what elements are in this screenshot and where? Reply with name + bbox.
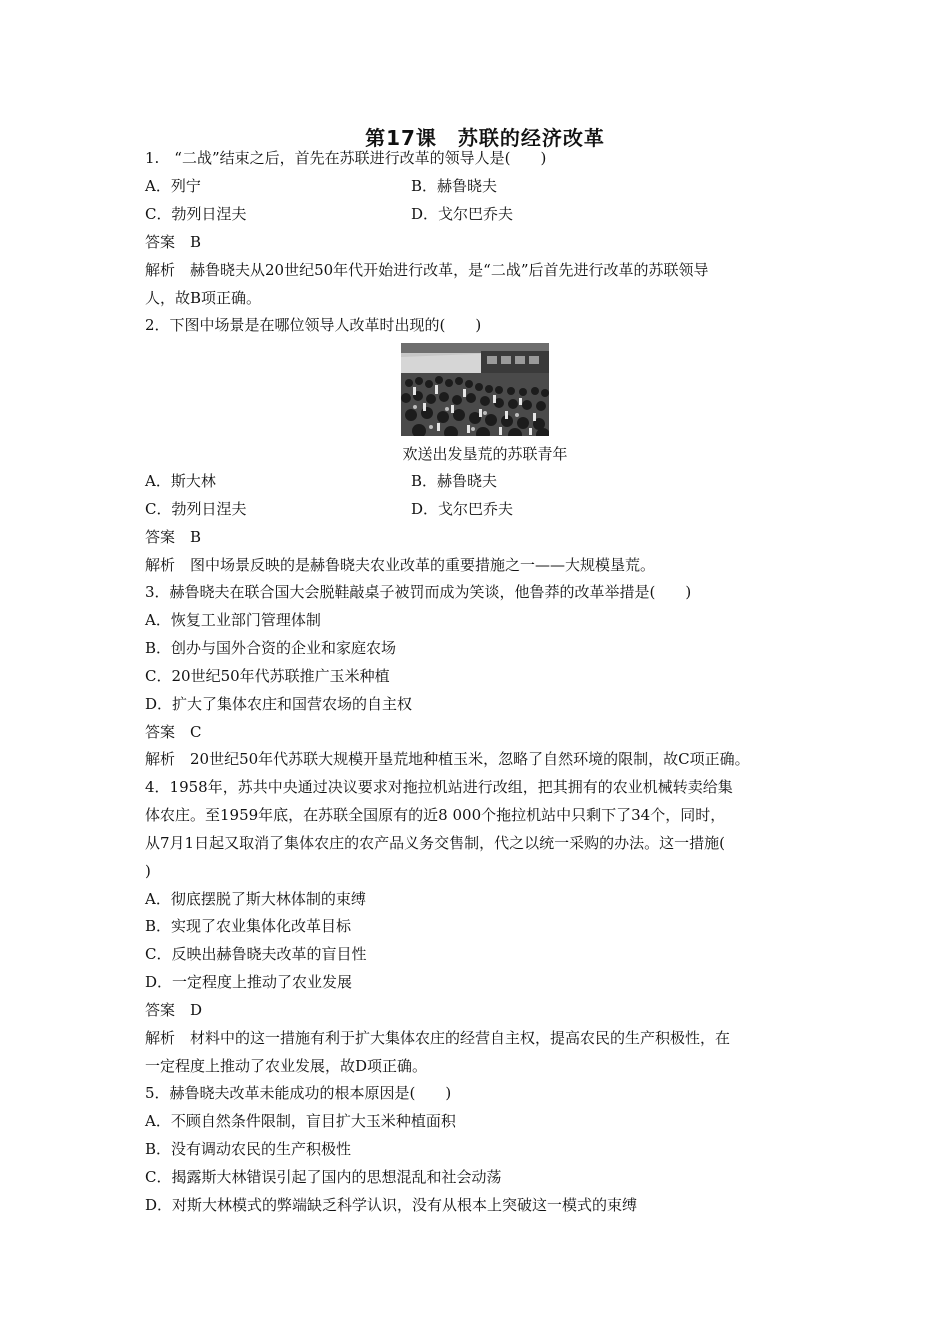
question-2-answer: 答案 B — [145, 528, 202, 546]
question-2-options-row-2 — [145, 499, 514, 519]
question-1-answer: 答案 B — [145, 233, 202, 251]
question-4-stem-line-4: ) — [145, 862, 151, 880]
question-1-option-a: A．列宁 — [145, 177, 201, 195]
question-4-stem-line-2: 体农庄。至1959年底，在苏联全国原有的近8 000个拖拉机站中只剩下了34个，同时， — [145, 806, 726, 824]
question-4-option-d: D．一定程度上推动了农业发展 — [145, 973, 353, 991]
question-1-analysis-line-1: 解析 赫鲁晓夫从20世纪50年代开始进行改革，是“二战”后首先进行改革的苏联领导 — [145, 261, 709, 279]
question-2-option-c: C．勃列日涅夫 — [145, 500, 247, 518]
question-1-analysis-line-2: 人，故B项正确。 — [145, 289, 262, 307]
crowd-photo — [401, 343, 549, 436]
question-3-option-c: C．20世纪50年代苏联推广玉米种植 — [145, 667, 390, 685]
question-4-answer: 答案 D — [145, 1001, 203, 1019]
page-title: 第17课 苏联的经济改革 — [365, 126, 605, 150]
question-4-option-b: B．实现了农业集体化改革目标 — [145, 917, 352, 935]
question-2-option-d: D．戈尔巴乔夫 — [411, 500, 514, 518]
question-4-option-c: C．反映出赫鲁晓夫改革的盲目性 — [145, 945, 367, 963]
photo-caption: 欢送出发垦荒的苏联青年 — [402, 445, 568, 463]
question-4-stem-line-1: 4．1958年，苏共中央通过决议要求对拖拉机站进行改组，把其拥有的农业机械转卖给集 — [145, 778, 733, 796]
question-2-option-b: B．赫鲁晓夫 — [411, 472, 498, 490]
question-3-option-b: B．创办与国外合资的企业和家庭农场 — [145, 639, 397, 657]
question-5-option-c: C．揭露斯大林错误引起了国内的思想混乱和社会动荡 — [145, 1168, 502, 1186]
question-3-option-a: A．恢复工业部门管理体制 — [145, 611, 321, 629]
question-5-option-a: A．不顾自然条件限制，盲目扩大玉米种植面积 — [145, 1112, 456, 1130]
question-1-option-c: C．勃列日涅夫 — [145, 205, 247, 223]
question-5-option-b: B．没有调动农民的生产积极性 — [145, 1140, 352, 1158]
question-4-stem-line-3: 从7月1日起又取消了集体农庄的农产品义务交售制，代之以统一采购的办法。这一措施( — [145, 834, 725, 852]
question-2-stem: 2．下图中场景是在哪位领导人改革时出现的( ) — [145, 316, 482, 334]
question-4-analysis-line-2: 一定程度上推动了农业发展，故D项正确。 — [145, 1057, 428, 1075]
question-1-options-row-2 — [145, 204, 514, 224]
question-3-analysis: 解析 20世纪50年代苏联大规模开垦荒地种植玉米，忽略了自然环境的限制，故C项正确。 — [145, 750, 750, 768]
question-4-analysis-line-1: 解析 材料中的这一措施有利于扩大集体农庄的经营自主权，提高农民的生产积极性，在 — [145, 1029, 731, 1047]
question-2-option-a: A．斯大林 — [145, 472, 216, 490]
question-1-option-d: D．戈尔巴乔夫 — [411, 205, 514, 223]
question-3-answer: 答案 C — [145, 723, 202, 741]
crowd-photo-illustration — [401, 343, 549, 436]
question-4-option-a: A．彻底摆脱了斯大林体制的束缚 — [145, 890, 366, 908]
question-5-stem: 5．赫鲁晓夫改革未能成功的根本原因是( ) — [145, 1084, 452, 1102]
question-3-option-d: D．扩大了集体农庄和国营农场的自主权 — [145, 695, 413, 713]
question-1-option-b: B．赫鲁晓夫 — [411, 177, 498, 195]
question-3-stem: 3．赫鲁晓夫在联合国大会脱鞋敲桌子被罚而成为笑谈，他鲁莽的改革举措是( ) — [145, 583, 692, 601]
question-1-stem: 1. “二战”结束之后，首先在苏联进行改革的领导人是( ) — [145, 149, 547, 167]
question-5-option-d: D．对斯大林模式的弊端缺乏科学认识，没有从根本上突破这一模式的束缚 — [145, 1196, 638, 1214]
question-2-analysis: 解析 图中场景反映的是赫鲁晓夫农业改革的重要措施之一——大规模垦荒。 — [145, 556, 656, 574]
question-2-options-row-1 — [145, 471, 498, 491]
question-1-options-row-1 — [145, 176, 498, 196]
